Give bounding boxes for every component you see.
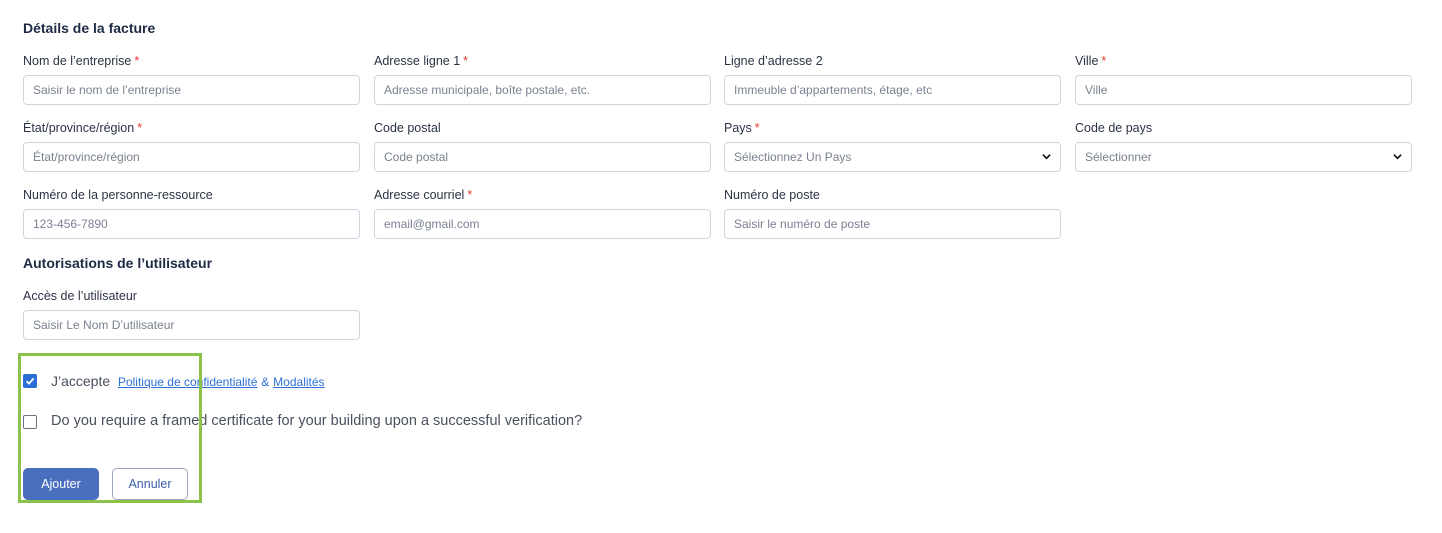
terms-link[interactable]: Modalités — [273, 375, 325, 389]
company-name-field — [23, 53, 360, 105]
country-code-field — [1075, 120, 1412, 172]
required-marker: * — [463, 54, 469, 68]
extension-input[interactable]: Saisir le numéro de poste — [724, 209, 1061, 239]
email-input[interactable]: email@gmail.com — [374, 209, 711, 239]
field-label: Ville — [1075, 54, 1099, 68]
country-field — [724, 120, 1061, 172]
field-label: Numéro de poste — [724, 188, 820, 202]
ampersand: & — [261, 375, 270, 389]
contact-phone-field — [23, 187, 360, 239]
contact-phone-input[interactable]: 123-456-7890 — [23, 209, 360, 239]
company-name-input[interactable]: Saisir le nom de l’entreprise — [23, 75, 360, 105]
chevron-down-icon — [1393, 152, 1402, 161]
required-marker: * — [1101, 54, 1107, 68]
invoice-section-title: Détails de la facture — [23, 20, 156, 36]
required-marker: * — [754, 121, 760, 135]
add-button[interactable]: Ajouter — [23, 468, 99, 500]
user-access-input[interactable]: Saisir Le Nom D’utilisateur — [23, 310, 360, 340]
extension-field — [724, 187, 1061, 239]
address-line1-input[interactable]: Adresse municipale, boîte postale, etc. — [374, 75, 711, 105]
required-marker: * — [134, 54, 140, 68]
country-code-select-value: Sélectionner — [1085, 150, 1152, 164]
required-marker: * — [137, 121, 143, 135]
city-field — [1075, 53, 1412, 105]
state-field — [23, 120, 360, 172]
field-label: Accès de l’utilisateur — [23, 289, 137, 303]
permissions-section-title: Autorisations de l’utilisateur — [23, 255, 213, 271]
field-label: Code de pays — [1075, 121, 1153, 135]
user-access-field — [23, 288, 360, 340]
city-input[interactable]: Ville — [1075, 75, 1412, 105]
postal-code-input[interactable]: Code postal — [374, 142, 711, 172]
field-label: Adresse courriel — [374, 188, 465, 202]
email-field — [374, 187, 711, 239]
required-marker: * — [467, 188, 473, 202]
postal-code-field — [374, 120, 711, 172]
state-input[interactable]: État/province/région — [23, 142, 360, 172]
privacy-policy-link[interactable]: Politique de confidentialité — [117, 375, 258, 389]
address-line2-input[interactable]: Immeuble d’appartements, étage, etc — [724, 75, 1061, 105]
field-label: Ligne d’adresse 2 — [724, 54, 823, 68]
country-code-select[interactable] — [1075, 142, 1412, 172]
field-label: État/province/région — [23, 121, 135, 135]
cancel-button[interactable]: Annuler — [112, 468, 188, 500]
accept-prefix: J’accepte — [51, 373, 111, 389]
field-label: Nom de l’entreprise — [23, 54, 132, 68]
address-line1-field — [374, 53, 711, 105]
country-select-value: Sélectionnez Un Pays — [734, 150, 852, 164]
address-line2-field — [724, 53, 1061, 105]
framed-certificate-question: Do you require a framed certificate for your building upon a successful verification? — [51, 413, 583, 429]
chevron-down-icon — [1042, 152, 1051, 161]
field-label: Pays — [724, 121, 752, 135]
field-label: Code postal — [374, 121, 441, 135]
field-label: Numéro de la personne-ressource — [23, 188, 213, 202]
field-label: Adresse ligne 1 — [374, 54, 461, 68]
country-select[interactable] — [724, 142, 1061, 172]
highlight-box — [18, 353, 202, 503]
